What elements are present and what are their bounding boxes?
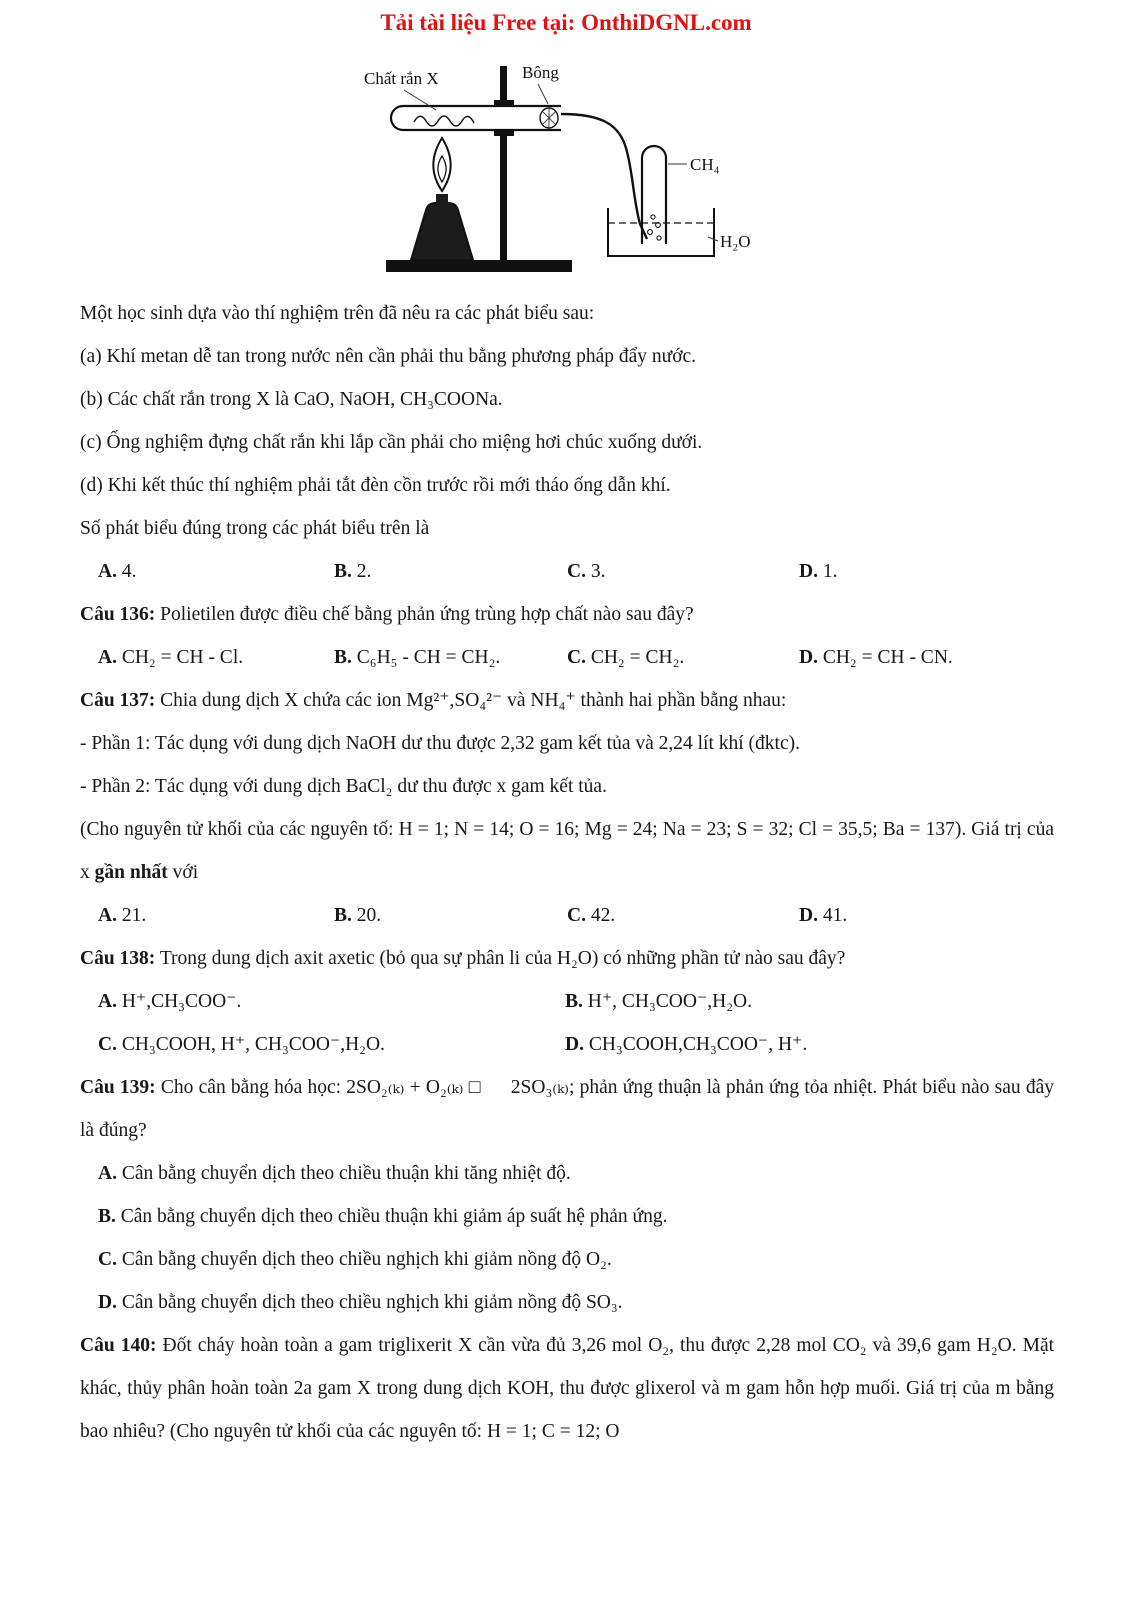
option-text: 20.	[356, 905, 382, 926]
option-b	[334, 636, 567, 679]
option-b	[334, 894, 567, 937]
question-137-part2: - Phần 2: Tác dụng với dung dịch BaCl₂ dư thu được x gam kết tủa.	[80, 776, 607, 797]
option-letter: B.	[334, 905, 352, 926]
option-letter: B.	[334, 561, 352, 582]
option-letter: A.	[98, 561, 117, 582]
option-text: CH₂ = CH - CN.	[822, 647, 953, 668]
option-a	[98, 894, 334, 937]
note-bold: gần nhất	[94, 862, 168, 883]
option-text: 4.	[121, 561, 137, 582]
test-tube	[391, 100, 561, 136]
intro-closing: Số phát biểu đúng trong các phát biểu trên là	[80, 518, 430, 539]
option-text: CH₃COOH,CH₃COO⁻, H⁺.	[588, 1034, 808, 1055]
question-text: Trong dung dịch axit axetic (bỏ qua sự phân li của H₂O) có những phần tử nào sau đây?	[159, 948, 846, 969]
question-text: Đốt cháy hoàn toàn a gam triglixerit X cần vừa đủ 3,26 mol O₂, thu được 2,28 mol CO₂ và 39,6 gam H₂O. Mặt khác, thủy phân hoàn toàn 2a gam X trong dung dịch KOH, thu được glixerol và m gam hỗn hợp muối. Giá trị của m bằng bao nhiêu? (Cho nguyên tử khối của các nguyên tố: H = 1; C = 12; O	[80, 1335, 1055, 1442]
option-c	[567, 550, 799, 593]
statement-d: (d) Khi kết thúc thí nghiệm phải tắt đèn cồn trước rồi mới tháo ống dẫn khí.	[80, 475, 671, 496]
option-c	[98, 1023, 565, 1066]
option-c	[567, 636, 799, 679]
question-content	[0, 280, 1132, 1453]
option-text: H⁺, CH₃COO⁻,H₂O.	[587, 991, 752, 1012]
option-text: Cân bằng chuyển dịch theo chiều thuận khi giảm áp suất hệ phản ứng.	[120, 1206, 668, 1227]
cotton-plug	[540, 108, 558, 128]
water-label: H₂O	[720, 232, 751, 251]
option-letter: A.	[98, 991, 117, 1012]
question-137	[80, 679, 1054, 722]
option-d	[799, 550, 1054, 593]
water-trough	[608, 208, 714, 256]
note-post: với	[167, 862, 199, 883]
delivery-tube	[561, 114, 647, 239]
option-a	[98, 550, 334, 593]
options-grid	[80, 980, 1054, 1066]
intro-lead: Một học sinh dựa vào thí nghiệm trên đã nêu ra các phát biểu sau:	[80, 303, 595, 324]
option-letter: A.	[98, 647, 117, 668]
option-letter: D.	[799, 647, 818, 668]
option-letter: D.	[799, 561, 818, 582]
option-a	[80, 1152, 1054, 1195]
question-text: Cho cân bằng hóa học: 2SO₂₍ₖ₎ + O₂₍ₖ₎ □ 2SO₃₍ₖ₎; phản ứng thuận là phản ứng tỏa nhiệt. Phát biểu nào sau đây là đúng?	[80, 1077, 1054, 1141]
question-137-part1: - Phần 1: Tác dụng với dung dịch NaOH dư thu được 2,32 gam kết tủa và 2,24 lít khí (đktc).	[80, 733, 800, 754]
option-b	[80, 1195, 1054, 1238]
option-letter: C.	[567, 561, 586, 582]
option-text: CH₃COOH, H⁺, CH₃COO⁻,H₂O.	[121, 1034, 385, 1055]
option-letter: C.	[567, 647, 586, 668]
options-row	[80, 894, 1054, 937]
options-row	[80, 636, 1054, 679]
option-text: 42.	[590, 905, 616, 926]
option-letter: A.	[98, 905, 117, 926]
option-d	[80, 1281, 1054, 1324]
question-139	[80, 1066, 1054, 1152]
option-letter: B.	[334, 647, 352, 668]
gas-collection-tube	[642, 146, 666, 244]
statement-b: (b) Các chất rắn trong X là CaO, NaOH, CH₃COONa.	[80, 389, 503, 410]
option-text: CH₂ = CH - Cl.	[121, 647, 244, 668]
alcohol-lamp	[411, 194, 473, 260]
option-letter: B.	[565, 991, 583, 1012]
option-letter: C.	[98, 1249, 117, 1270]
clamp	[494, 130, 514, 136]
option-c	[80, 1238, 1054, 1281]
option-text: Cân bằng chuyển dịch theo chiều nghịch khi giảm nồng độ O₂.	[121, 1249, 612, 1270]
question-138	[80, 937, 1054, 980]
experiment-diagram	[356, 60, 776, 280]
option-letter: C.	[567, 905, 586, 926]
option-c	[567, 894, 799, 937]
question-137-note	[80, 808, 1054, 894]
note-pre: (Cho nguyên tử khối của các nguyên tố: H = 1; N = 14; O = 16; Mg = 24; Na = 23; S = 32; Cl = 35,5; Ba = 137). Giá trị của x	[80, 819, 1054, 883]
option-b	[334, 550, 567, 593]
option-a	[98, 636, 334, 679]
option-text: 3.	[590, 561, 606, 582]
option-d	[799, 894, 1054, 937]
statement-a: (a) Khí metan dễ tan trong nước nên cần phải thu bằng phương pháp đẩy nước.	[80, 346, 697, 367]
clamp	[494, 100, 514, 106]
question-text: Polietilen được điều chế bằng phản ứng trùng hợp chất nào sau đây?	[160, 604, 694, 625]
option-text: 2.	[356, 561, 372, 582]
option-letter: A.	[98, 1163, 117, 1184]
question-label: Câu 138:	[80, 948, 156, 969]
option-text: H⁺,CH₃COO⁻.	[121, 991, 242, 1012]
question-text: Chia dung dịch X chứa các ion Mg²⁺,SO₄²⁻ và NH₄⁺ thành hai phần bằng nhau:	[160, 690, 787, 711]
option-b	[565, 980, 1054, 1023]
option-letter: D.	[799, 905, 818, 926]
option-letter: C.	[98, 1034, 117, 1055]
option-d	[565, 1023, 1054, 1066]
experiment-apparatus-diagram	[356, 60, 776, 280]
option-letter: D.	[565, 1034, 584, 1055]
statement-c: (c) Ống nghiệm đựng chất rắn khi lắp cần phải cho miệng hơi chúc xuống dưới.	[80, 432, 703, 453]
question-136	[80, 593, 1054, 636]
question-label: Câu 139:	[80, 1077, 156, 1098]
flame-icon	[433, 138, 450, 191]
option-text: 1.	[822, 561, 838, 582]
option-text: Cân bằng chuyển dịch theo chiều nghịch khi giảm nồng độ SO₃.	[121, 1292, 623, 1313]
question-label: Câu 137:	[80, 690, 156, 711]
options-row	[80, 550, 1054, 593]
pointer-line	[538, 84, 548, 104]
option-text: 21.	[121, 905, 147, 926]
option-a	[98, 980, 565, 1023]
option-d	[799, 636, 1054, 679]
option-text: C₆H₅ - CH = CH₂.	[356, 647, 501, 668]
option-text: 41.	[822, 905, 848, 926]
gas-label: CH₄	[690, 155, 720, 174]
option-text: CH₂ = CH₂.	[590, 647, 685, 668]
question-140	[80, 1324, 1054, 1453]
solid-x-label: Chất rắn X	[364, 69, 439, 88]
option-text: Cân bằng chuyển dịch theo chiều thuận khi tăng nhiệt độ.	[121, 1163, 571, 1184]
question-label: Câu 140:	[80, 1335, 157, 1356]
question-label: Câu 136:	[80, 604, 156, 625]
cotton-label: Bông	[522, 63, 559, 82]
option-letter: B.	[98, 1206, 116, 1227]
doc-header-title: Tải tài liệu Free tại: OnthiDGNL.com	[380, 10, 752, 35]
option-letter: D.	[98, 1292, 117, 1313]
